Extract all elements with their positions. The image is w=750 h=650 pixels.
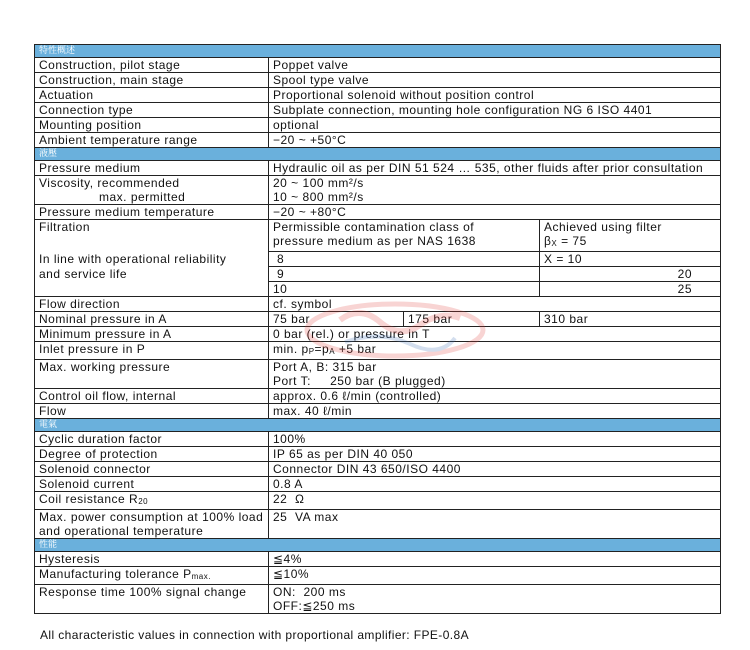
- nominal-value: 75 bar: [269, 312, 404, 327]
- table-row: [35, 176, 721, 191]
- table-row: [35, 103, 721, 118]
- table-row: [35, 447, 721, 462]
- footer-note: All characteristic values in connection with proportional amplifier: FPE-0.8A: [40, 628, 469, 642]
- filter-header: Achieved using filter: [540, 220, 721, 235]
- table-row: [35, 432, 721, 447]
- nas-class: 8: [269, 252, 540, 267]
- filter-beta: 25: [540, 282, 721, 297]
- row-label: Inlet pressure in P: [35, 342, 269, 360]
- row-label: Hysteresis: [35, 552, 269, 567]
- row-value: ≦10%: [269, 567, 721, 585]
- section-title: 電氣: [35, 419, 721, 432]
- table-row: [35, 234, 721, 252]
- table-row: [35, 58, 721, 73]
- row-value: ≦4%: [269, 552, 721, 567]
- row-label: Connection type: [35, 103, 269, 118]
- row-label: Viscosity, recommended: [35, 176, 269, 191]
- table-row: [35, 133, 721, 148]
- section-header-overview: [35, 45, 721, 58]
- row-label: Cyclic duration factor: [35, 432, 269, 447]
- row-label: Minimum pressure in A: [35, 327, 269, 342]
- table-row: [35, 220, 721, 235]
- row-value: Port T: 250 bar (B plugged): [269, 374, 721, 389]
- section-header-hydraulic: [35, 148, 721, 161]
- filter-beta: βX = 75: [540, 234, 721, 252]
- table-row: [35, 585, 721, 600]
- row-label: Control oil flow, internal: [35, 389, 269, 404]
- row-value: 25 VA max: [269, 510, 721, 525]
- row-label: In line with operational reliability: [35, 252, 269, 267]
- nominal-value: 175 bar: [404, 312, 540, 327]
- row-value: −20 ~ +50°C: [269, 133, 721, 148]
- table-row: [35, 360, 721, 375]
- row-value: 0 bar (rel.) or pressure in T: [269, 327, 721, 342]
- row-label: Ambient temperature range: [35, 133, 269, 148]
- spec-table: [34, 44, 721, 614]
- table-row: [35, 327, 721, 342]
- row-value: Connector DIN 43 650/ISO 4400: [269, 462, 721, 477]
- table-row: [35, 88, 721, 103]
- table-row: [35, 492, 721, 510]
- row-value: Hydraulic oil as per DIN 51 524 … 535, other fluids after prior consultation: [269, 161, 721, 176]
- row-label: Solenoid current: [35, 477, 269, 492]
- row-value: 22 Ω: [269, 492, 721, 510]
- row-value: ON: 200 ms: [269, 585, 721, 600]
- table-row: [35, 205, 721, 220]
- row-label: Flow direction: [35, 297, 269, 312]
- table-row: [35, 267, 721, 282]
- row-value: 10 ~ 800 mm²/s: [269, 190, 721, 205]
- table-row: [35, 404, 721, 419]
- table-row: [35, 462, 721, 477]
- filtration-header: Permissible contamination class of: [269, 220, 540, 235]
- filtration-header: pressure medium as per NAS 1638: [269, 234, 540, 252]
- row-value: Subplate connection, mounting hole configuration NG 6 ISO 4401: [269, 103, 721, 118]
- row-label: Construction, pilot stage: [35, 58, 269, 73]
- table-row: [35, 567, 721, 585]
- row-label: max. permitted: [35, 190, 269, 205]
- table-row: [35, 252, 721, 267]
- row-value: IP 65 as per DIN 40 050: [269, 447, 721, 462]
- row-label: Max. working pressure: [35, 360, 269, 375]
- table-row: [35, 552, 721, 567]
- row-value: 0.8 A: [269, 477, 721, 492]
- nas-class: 9: [269, 267, 540, 282]
- row-value: −20 ~ +80°C: [269, 205, 721, 220]
- row-value: approx. 0.6 ℓ/min (controlled): [269, 389, 721, 404]
- table-row: [35, 282, 721, 297]
- row-label: Pressure medium: [35, 161, 269, 176]
- row-label: Filtration: [35, 220, 269, 235]
- row-value: 100%: [269, 432, 721, 447]
- row-value: min. pP=pA +5 bar: [269, 342, 721, 360]
- section-title: 性能: [35, 539, 721, 552]
- row-label: Flow: [35, 404, 269, 419]
- row-value: Spool type valve: [269, 73, 721, 88]
- row-value: Proportional solenoid without position control: [269, 88, 721, 103]
- row-label: and service life: [35, 267, 269, 282]
- row-value: optional: [269, 118, 721, 133]
- section-header-electric: [35, 419, 721, 432]
- row-value: 20 ~ 100 mm²/s: [269, 176, 721, 191]
- table-row: [35, 599, 721, 614]
- row-value: OFF:≦250 ms: [269, 599, 721, 614]
- section-title: 特性概述: [35, 45, 721, 58]
- row-value: Poppet valve: [269, 58, 721, 73]
- row-label: and operational temperature: [35, 524, 269, 539]
- row-label: Degree of protection: [35, 447, 269, 462]
- table-row: [35, 190, 721, 205]
- filter-beta: X = 10: [540, 252, 721, 267]
- row-label: Solenoid connector: [35, 462, 269, 477]
- table-row: [35, 73, 721, 88]
- row-label: Coil resistance R20: [35, 492, 269, 510]
- spec-table-wrapper: [34, 44, 720, 614]
- nominal-value: 310 bar: [540, 312, 721, 327]
- table-row: [35, 161, 721, 176]
- filter-beta: 20: [540, 267, 721, 282]
- table-row: [35, 118, 721, 133]
- table-row: [35, 477, 721, 492]
- row-label: Construction, main stage: [35, 73, 269, 88]
- table-row: [35, 389, 721, 404]
- table-row: [35, 342, 721, 360]
- row-label: Manufacturing tolerance Pmax.: [35, 567, 269, 585]
- row-label: Nominal pressure in A: [35, 312, 269, 327]
- row-label: Mounting position: [35, 118, 269, 133]
- table-row: [35, 312, 721, 327]
- section-header-performance: [35, 539, 721, 552]
- table-row: [35, 524, 721, 539]
- table-row: [35, 374, 721, 389]
- row-value: max. 40 ℓ/min: [269, 404, 721, 419]
- row-label: Pressure medium temperature: [35, 205, 269, 220]
- table-row: [35, 297, 721, 312]
- section-title: 液壓: [35, 148, 721, 161]
- row-value: cf. symbol: [269, 297, 721, 312]
- row-label: Max. power consumption at 100% load: [35, 510, 269, 525]
- row-label: Actuation: [35, 88, 269, 103]
- row-value: Port A, B: 315 bar: [269, 360, 721, 375]
- row-label: Response time 100% signal change: [35, 585, 269, 600]
- nas-class: 10: [269, 282, 540, 297]
- table-row: [35, 510, 721, 525]
